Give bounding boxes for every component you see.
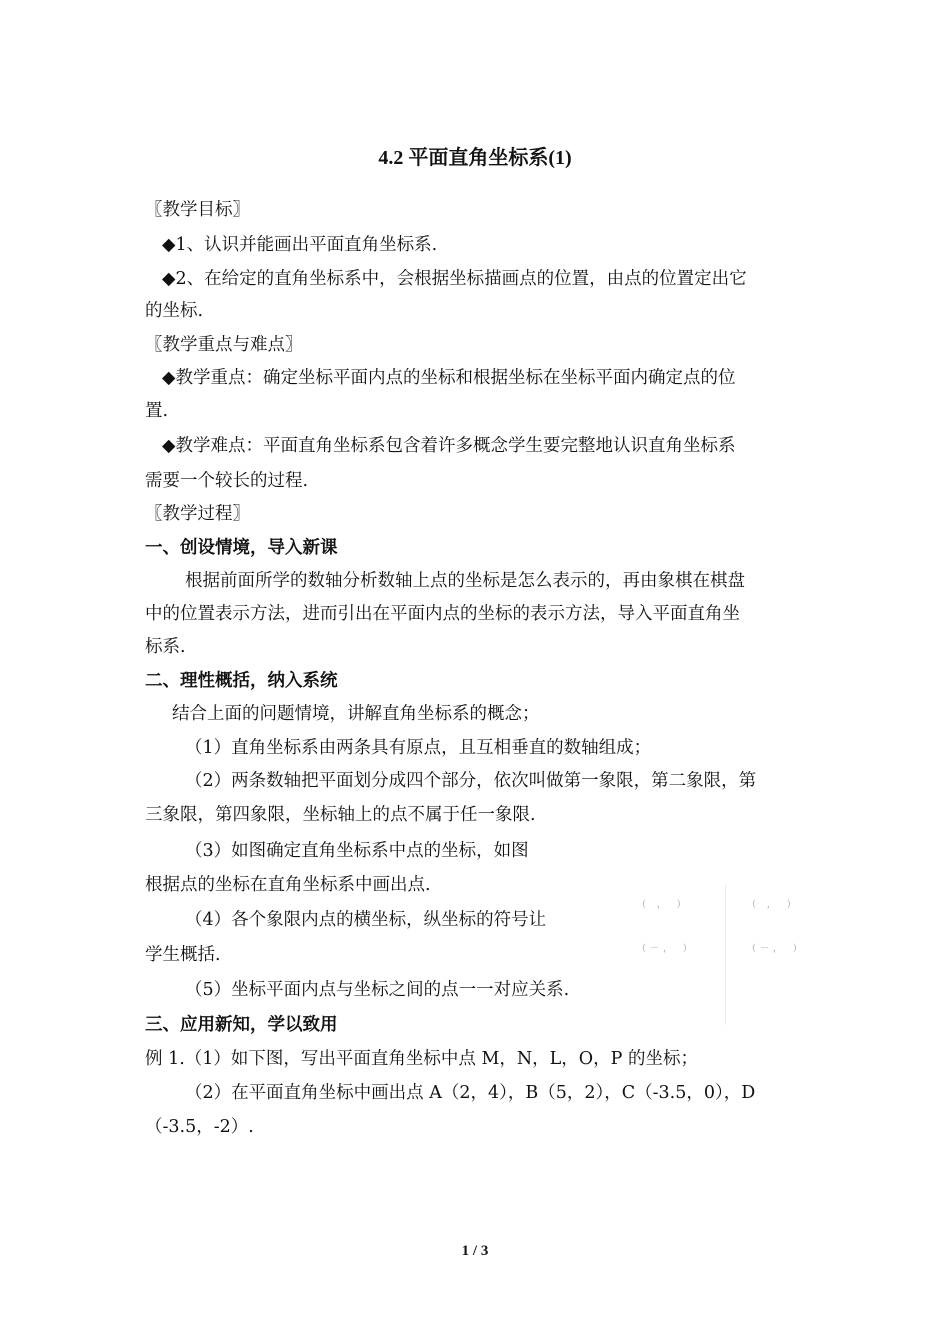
part-2-item-4-line-2: 学生概括. (145, 945, 221, 965)
part-2-header: 二、理性概括，纳入系统 (145, 671, 338, 691)
figure-axis-line (725, 885, 726, 1025)
page-title: 4.2 平面直角坐标系(1) (378, 147, 572, 169)
example-1-line-3: （-3.5，-2）. (145, 1117, 254, 1137)
key-point-line-2: 置. (145, 401, 169, 421)
part-2-item-5: （5）坐标平面内点与坐标之间的点一一对应关系. (185, 980, 570, 1000)
example-1-line-1: 例 1.（1）如下图，写出平面直角坐标中点 M，N，L，O，P 的坐标； (145, 1049, 698, 1069)
part-1-line-2: 中的位置表示方法，进而引出在平面内点的坐标的表示方法，导入平面直角坐 (145, 604, 740, 624)
quadrant-sign-figure (625, 885, 825, 1025)
page-number: 1 / 3 (461, 1243, 489, 1259)
key-point-line-1: ◆教学重点：确定坐标平面内点的坐标和根据坐标在坐标平面内确定点的位 (162, 368, 736, 388)
part-2-intro: 结合上面的问题情境，讲解直角坐标系的概念； (172, 704, 540, 724)
example-1-line-2: （2）在平面直角坐标中画出点 A（2，4），B（5，2），C（-3.5，0），D (185, 1083, 756, 1103)
quadrant-1-sign: （ ， ） (747, 900, 800, 910)
part-2-item-1: （1）直角坐标系由两条具有原点，且互相垂直的数轴组成； (185, 738, 652, 758)
part-2-item-2-line-1: （2）两条数轴把平面划分成四个部分，依次叫做第一象限，第二象限，第 (185, 771, 757, 791)
part-2-item-3-line-2: 根据点的坐标在直角坐标系中画出点. (145, 875, 431, 895)
goal-2-line-2: 的坐标. (145, 301, 204, 321)
part-1-header: 一、创设情境，导入新课 (145, 538, 338, 558)
part-1-line-3: 标系. (145, 637, 186, 657)
process-header: 〖教学过程〗 (145, 504, 250, 524)
part-2-item-4-line-1: （4）各个象限内点的横坐标，纵坐标的符号让 (185, 910, 547, 930)
goal-2-line-1: ◆2、在给定的直角坐标系中，会根据坐标描画点的位置，由点的位置定出它 (162, 269, 747, 289)
part-2-item-2-line-2: 三象限，第四象限，坐标轴上的点不属于任一象限. (145, 805, 536, 825)
part-1-line-1: 根据前面所学的数轴分析数轴上点的坐标是怎么表示的，再由象棋在棋盘 (185, 571, 745, 591)
difficulty-line-1: ◆教学难点：平面直角坐标系包含着许多概念学生要完整地认识直角坐标系 (162, 436, 736, 456)
goal-1: ◆1、认识并能画出平面直角坐标系. (162, 235, 438, 255)
part-2-item-3-line-1: （3）如图确定直角坐标系中点的坐标，如图 (185, 841, 529, 861)
quadrant-3-sign: （－， ） (637, 944, 696, 954)
quadrant-2-sign: （ ， ） (637, 900, 690, 910)
quadrant-4-sign: （－， ） (747, 944, 806, 954)
key-points-header: 〖教学重点与难点〗 (145, 335, 303, 355)
difficulty-line-2: 需要一个较长的过程. (145, 471, 309, 491)
part-3-header: 三、应用新知，学以致用 (145, 1015, 338, 1035)
goals-header: 〖教学目标〗 (145, 200, 250, 220)
